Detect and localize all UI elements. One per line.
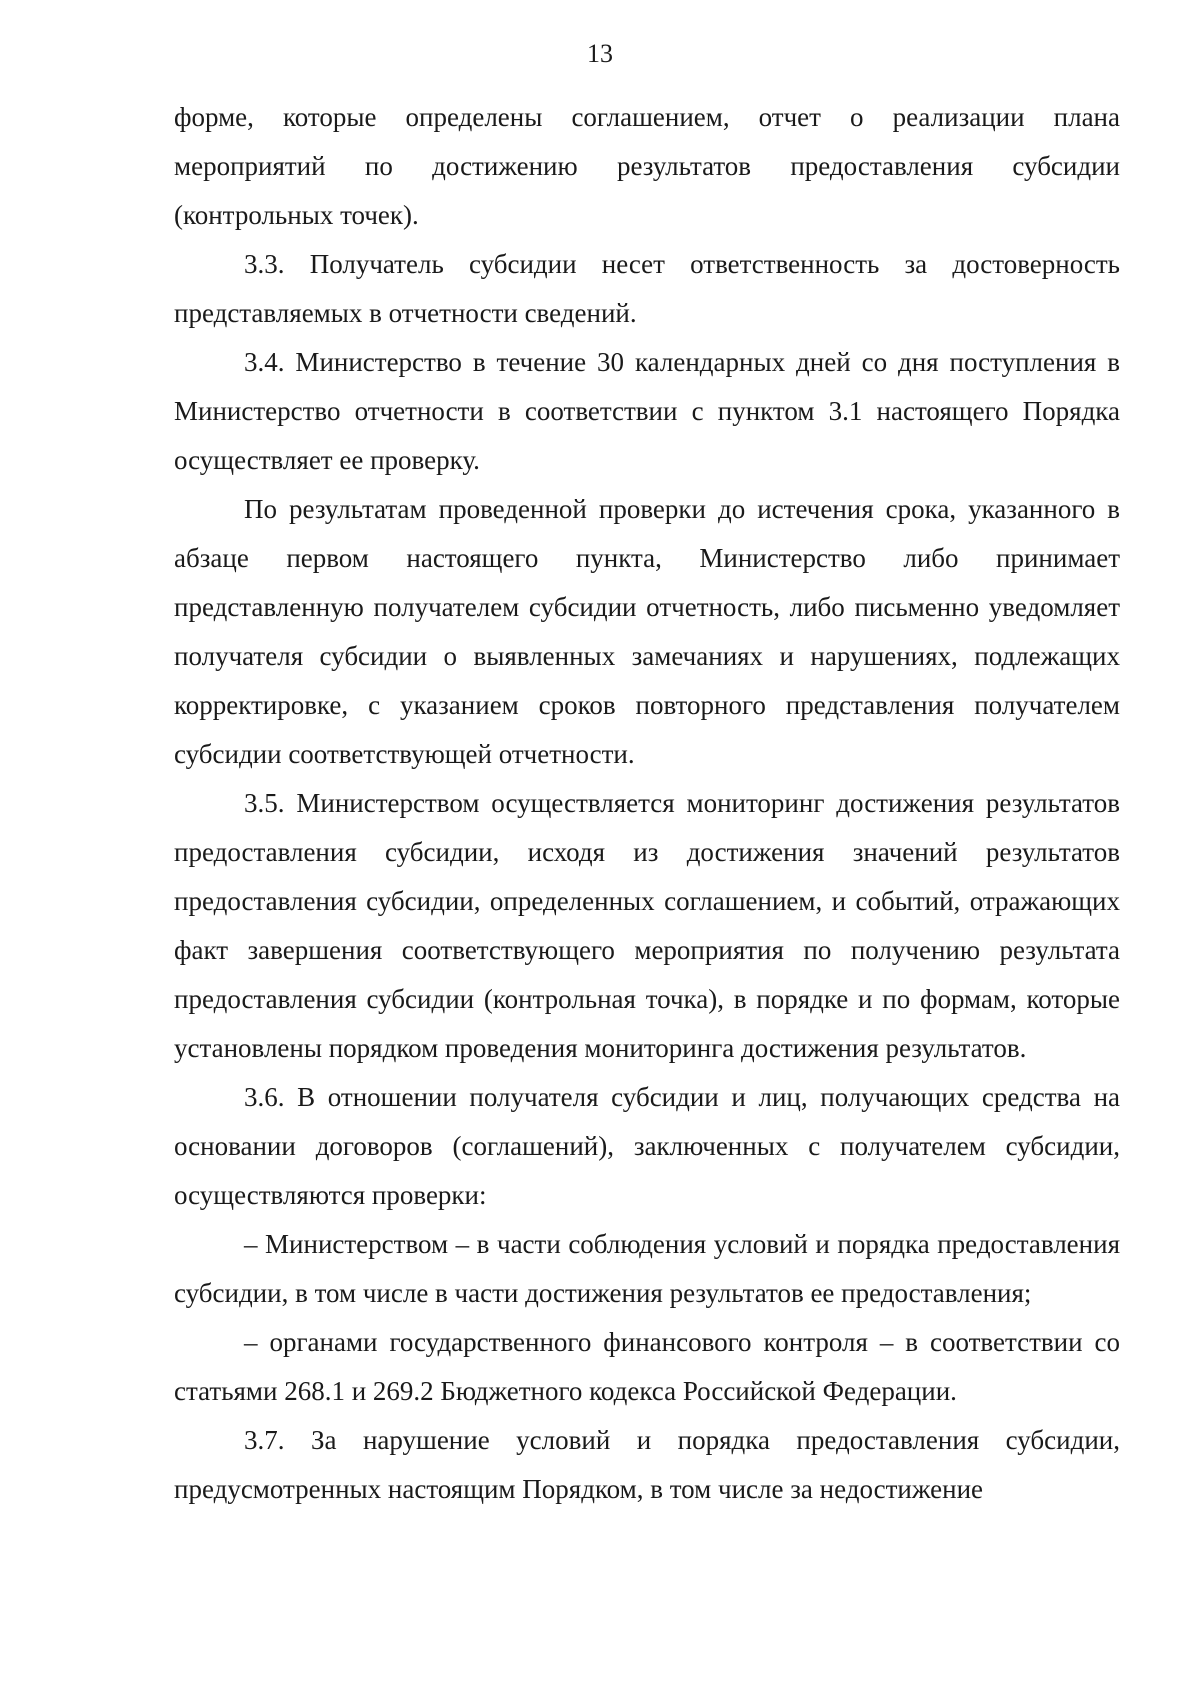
paragraph-continuation: форме, которые определены соглашением, отчет о реализации плана мероприятий по достижению результатов предоставления субсидии (контрольных точек). — [174, 102, 1120, 230]
page-number: 13 — [587, 39, 613, 68]
paragraph-3-4-review-results: По результатам проведенной проверки до истечения срока, указанного в абзаце первом настоящего пункта, Министерство либо принимает представленную получателем субсидии отчетность, либо письменно уведомляет получателя субсидии о выявленных замечаниях и нарушениях, подлежащих корректировке, с указанием сроков повторного представления получателем субсидии соответствующей отчетности. — [174, 494, 1120, 769]
paragraph-3-7: 3.7. За нарушение условий и порядка предоставления субсидии, предусмотренных настоящим Порядком, в том числе за недостижение — [174, 1425, 1120, 1504]
paragraph-3-4: 3.4. Министерство в течение 30 календарных дней со дня поступления в Министерство отчетности в соответствии с пунктом 3.1 настоящего Порядка осуществляет ее проверку. — [174, 347, 1120, 475]
paragraph-3-5: 3.5. Министерством осуществляется мониторинг достижения результатов предоставления субсидии, исходя из достижения значений результатов предоставления субсидии, определенных соглашением, и событий, отражающих факт завершения соответствующего мероприятия по получению результата предоставления субсидии (контрольная точка), в порядке и по формам, которые установлены порядком проведения мониторинга достижения результатов. — [174, 788, 1120, 1063]
list-item-financial-control-checks: – органами государственного финансового контроля – в соответствии со статьями 268.1 и 269.2 Бюджетного кодекса Российской Федерации. — [174, 1327, 1120, 1406]
paragraph-3-3: 3.3. Получатель субсидии несет ответственность за достоверность представляемых в отчетности сведений. — [174, 249, 1120, 328]
paragraph-3-6: 3.6. В отношении получателя субсидии и лиц, получающих средства на основании договоров (соглашений), заключенных с получателем субсидии, осуществляются проверки: — [174, 1082, 1120, 1210]
list-item-ministry-checks: – Министерством – в части соблюдения условий и порядка предоставления субсидии, в том числе в части достижения результатов ее предоставления; — [174, 1229, 1120, 1308]
document-body — [174, 93, 1120, 1514]
